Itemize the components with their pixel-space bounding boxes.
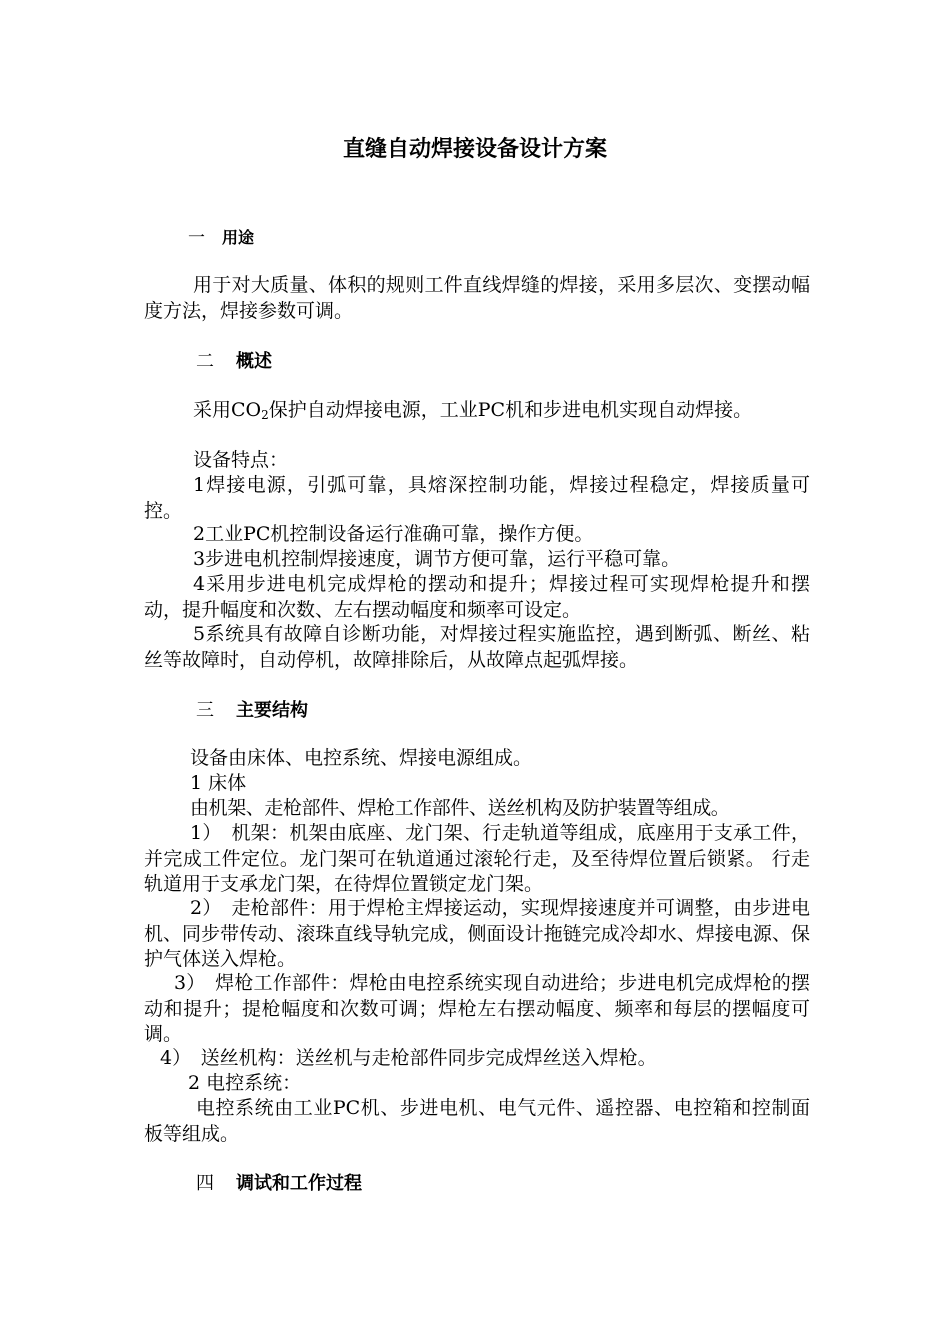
section-number: 三 <box>196 700 214 721</box>
section-number: 一 <box>188 228 205 248</box>
section-number: 二 <box>196 351 214 372</box>
section-number: 四 <box>196 1173 214 1194</box>
section-heading-4 <box>196 1169 362 1199</box>
section-title: 调试和工作过程 <box>236 1173 362 1194</box>
paragraph: 设备特点： <box>193 449 289 471</box>
document-title: 直缝自动焊接设备设计方案 <box>342 137 607 162</box>
paragraph: 电控系统由工业PC机、步进电机、电气元件、遥控器、电控箱和控制面板等组成。 <box>144 1097 810 1145</box>
paragraph: 1 床体 <box>190 772 247 794</box>
paragraph: 1焊接电源，引弧可靠，具熔深控制功能，焊接过程稳定，焊接质量可控。 <box>144 474 810 522</box>
section-heading-1 <box>188 223 254 253</box>
paragraph: 用于对大质量、体积的规则工件直线焊缝的焊接，采用多层次、变摆动幅度方法，焊接参数可调。 <box>144 274 810 322</box>
paragraph: 3） 焊枪工作部件：焊枪由电控系统实现自动进给；步进电机完成焊枪的摆动和提升；提枪幅度和次数可调；焊枪左右摆动幅度、频率和每层的摆幅度可调。 <box>144 972 810 1045</box>
section-title: 主要结构 <box>236 700 308 721</box>
paragraph: 采用$CO_2$保护自动焊接电源，工业PC机和步进电机实现自动焊接。 <box>193 399 753 422</box>
paragraph: 2 电控系统： <box>188 1072 302 1094</box>
paragraph: 2工业PC机控制设备运行准确可靠，操作方便。 <box>193 523 594 545</box>
paragraph: 5系统具有故障自诊断功能，对焊接过程实施监控，遇到断弧、断丝、粘丝等故障时，自动停机，故障排除后，从故障点起弧焊接。 <box>144 623 810 671</box>
paragraph: 4） 送丝机构：送丝机与走枪部件同步完成焊丝送入焊枪。 <box>160 1047 657 1069</box>
section-title: 用途 <box>222 228 255 247</box>
paragraph: 1） 机架：机架由底座、龙门架、行走轨道等组成，底座用于支承工件，并完成工件定位。龙门架可在轨道通过滚轮行走，及至待焊位置后锁紧。 行走轨道用于支承龙门架，在待焊位置锁定龙门架。 <box>144 822 810 895</box>
section-heading-2 <box>196 347 272 377</box>
paragraph: 设备由床体、电控系统、焊接电源组成。 <box>190 747 533 769</box>
section-heading-3 <box>196 696 308 726</box>
paragraph: 2） 走枪部件：用于焊枪主焊接运动，实现焊接速度并可调整，由步进电机、同步带传动、滚珠直线导轨完成，侧面设计拖链完成冷却水、焊接电源、保护气体送入焊枪。 <box>144 897 810 970</box>
paragraph: 由机架、走枪部件、焊枪工作部件、送丝机构及防护装置等组成。 <box>190 797 730 819</box>
paragraph: 4采用步进电机完成焊枪的摆动和提升；焊接过程可实现焊枪提升和摆动，提升幅度和次数、左右摆动幅度和频率可设定。 <box>144 573 810 621</box>
section-title: 概述 <box>236 351 272 372</box>
paragraph: 3步进电机控制焊接速度，调节方便可靠，运行平稳可靠。 <box>193 548 681 570</box>
